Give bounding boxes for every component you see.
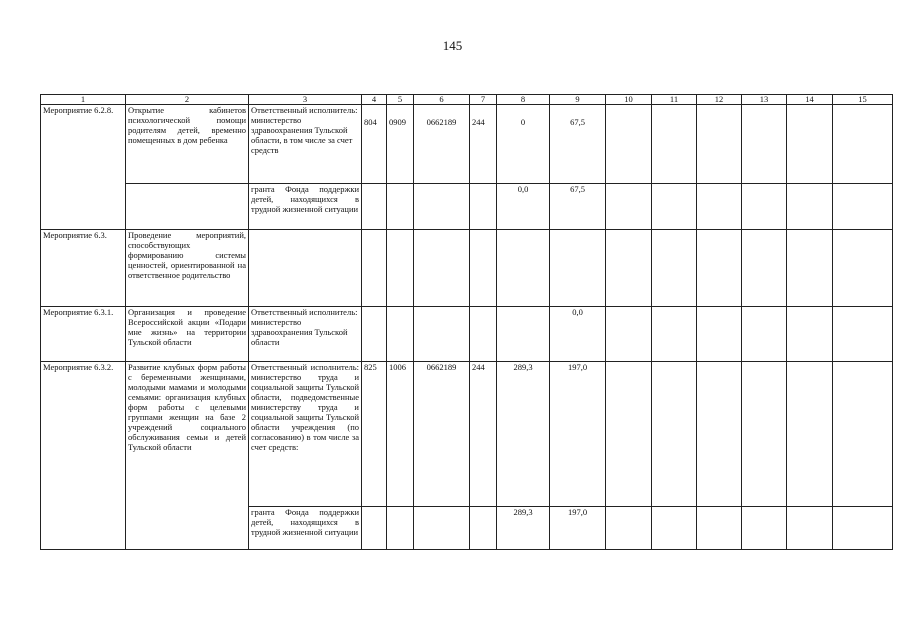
col-header: 2 <box>126 95 249 105</box>
cell-c7: 244 <box>470 362 497 507</box>
col-header: 11 <box>652 95 697 105</box>
cell-c5: 0909 <box>387 105 414 184</box>
col-header: 1 <box>41 95 126 105</box>
col-header: 14 <box>787 95 833 105</box>
cell-c8: 0,0 <box>497 184 550 230</box>
table-row <box>41 184 893 230</box>
measure-id: Мероприятие 6.2.8. <box>41 105 126 230</box>
cell-c6: 0662189 <box>414 362 470 507</box>
cell-c4: 804 <box>362 105 387 184</box>
col-header: 9 <box>550 95 606 105</box>
cell-c8: 289,3 <box>497 507 550 550</box>
cell-c8: 289,3 <box>497 362 550 507</box>
measure-id: Мероприятие 6.3.2. <box>41 362 126 550</box>
measure-name: Открытие кабинетов психологической помощи родителям детей, временно помещенных в дом ребенка <box>126 105 249 184</box>
executor-cell: Ответственный исполнитель: министерство здравоохранения Тульской области, в том числе за счет средств <box>249 105 362 184</box>
measure-name: Развитие клубных форм работы с беременными женщинами, молодыми мамами и молодыми семьями: организация клубных форм работы с целевыми группами женщин на базе 2 учреждений социального обслуживания семьи и детей Тульской области <box>126 362 249 550</box>
cell-c8: 0 <box>497 105 550 184</box>
col-header: 6 <box>414 95 470 105</box>
cell-c9: 197,0 <box>550 507 606 550</box>
measure-id: Мероприятие 6.3. <box>41 230 126 307</box>
col-header: 8 <box>497 95 550 105</box>
measure-id: Мероприятие 6.3.1. <box>41 307 126 362</box>
measure-name: Проведение мероприятий, способствующих формированию системы ценностей, ориентированной на ответственное родительство <box>126 230 249 307</box>
col-header: 3 <box>249 95 362 105</box>
cell-c9: 67,5 <box>550 105 606 184</box>
col-header: 13 <box>742 95 787 105</box>
table-row <box>41 105 893 184</box>
column-number-row <box>41 95 893 105</box>
cell-c5: 1006 <box>387 362 414 507</box>
measure-name: Организация и проведение Всероссийской акции «Подари мне жизнь» на территории Тульской области <box>126 307 249 362</box>
col-header: 10 <box>606 95 652 105</box>
executor-cell: гранта Фонда поддержки детей, находящихся в трудной жизненной ситуации <box>249 184 362 230</box>
executor-cell: гранта Фонда поддержки детей, находящихся в трудной жизненной ситуации <box>249 507 362 550</box>
table-row <box>41 230 893 307</box>
cell-c9: 197,0 <box>550 362 606 507</box>
col-header: 12 <box>697 95 742 105</box>
cell-c4: 825 <box>362 362 387 507</box>
col-header: 7 <box>470 95 497 105</box>
table-row <box>41 307 893 362</box>
col-header: 5 <box>387 95 414 105</box>
executor-cell: Ответственный исполнитель: министерство здравоохранения Тульской области <box>249 307 362 362</box>
executor-cell: Ответственный исполнитель: министерство труда и социальной защиты Тульской области, подведомственные министерству труда и социальной защиты Тульской области учреждения (по согласованию) в том числе за счет средств: <box>249 362 362 507</box>
page-number: 145 <box>442 38 463 53</box>
cell-c9: 67,5 <box>550 184 606 230</box>
cell-c7: 244 <box>470 105 497 184</box>
cell-c9: 0,0 <box>550 307 606 362</box>
col-header: 15 <box>833 95 893 105</box>
budget-table <box>40 94 893 550</box>
table-row <box>41 362 893 507</box>
cell-c6: 0662189 <box>414 105 470 184</box>
col-header: 4 <box>362 95 387 105</box>
